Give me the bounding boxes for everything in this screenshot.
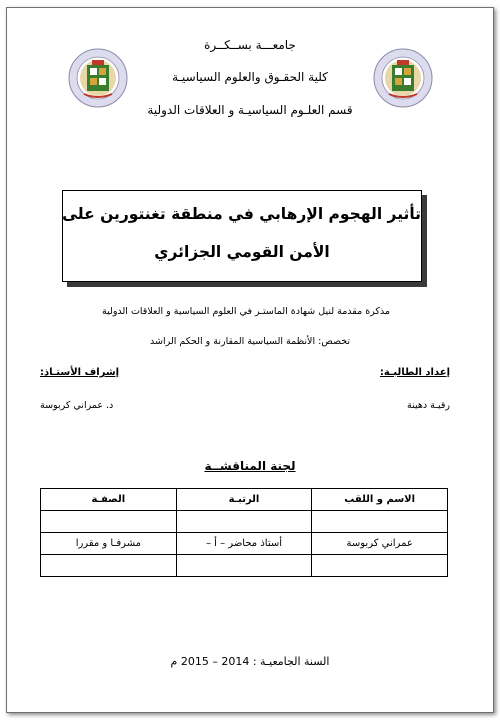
academic-year: السنة الجامعيـة : 2014 – 2015 م (170, 655, 330, 668)
table-cell (176, 555, 312, 577)
faculty-name: كلية الحقـوق والعلوم السياسيـة (172, 70, 328, 84)
table-row (41, 511, 448, 533)
memo-purpose: مذكرة مقدمة لنيل شهادة الماستـر في العلوم السياسية و العلاقات الدولية (101, 306, 391, 317)
thesis-title-line1: تأثير الهجوم الإرهابي في منطقة تغنتورين على (62, 205, 421, 223)
university-logo-left (68, 48, 128, 108)
table-cell (176, 511, 312, 533)
memo-specialty: تخصص: الأنظمة السياسية المقارنة و الحكم الراشد (150, 336, 350, 347)
committee-title: لجنة المناقشــة (204, 459, 296, 473)
table-header-row (41, 489, 448, 511)
supervisor-label-text: إشراف الأستـاذ: (40, 367, 120, 378)
thesis-title-line2: الأمن القومي الجزائري (154, 243, 330, 261)
table-cell (312, 555, 448, 577)
column-header-rank: الرتبـة (176, 489, 312, 511)
university-name: جامعـــة بســكــرة (204, 38, 296, 52)
department-name: قسم العلـوم السياسيـة و العلاقات الدولية (147, 103, 353, 117)
table-cell (41, 555, 177, 577)
column-header-role: الصفـة (41, 489, 177, 511)
table-cell: مشرفـا و مقررا (41, 533, 177, 555)
student-label: إعداد الطالبـة: (379, 367, 450, 378)
student-name: رقيـة دهينة (407, 400, 450, 411)
university-logo-right (373, 48, 433, 108)
table-cell: أستاذ محاضر – أ – (176, 533, 312, 555)
committee-table (40, 488, 448, 577)
table-cell: عمراني كربوسة (312, 533, 448, 555)
supervisor-name-text: د. عمراني كربوسة (40, 400, 114, 411)
thesis-title-box (62, 190, 422, 282)
table-cell (312, 511, 448, 533)
column-header-name: الاسم و اللقب (312, 489, 448, 511)
supervisor-name (40, 400, 190, 411)
supervisor-label (40, 367, 190, 378)
table-cell (41, 511, 177, 533)
table-row (41, 555, 448, 577)
table-row (41, 533, 448, 555)
